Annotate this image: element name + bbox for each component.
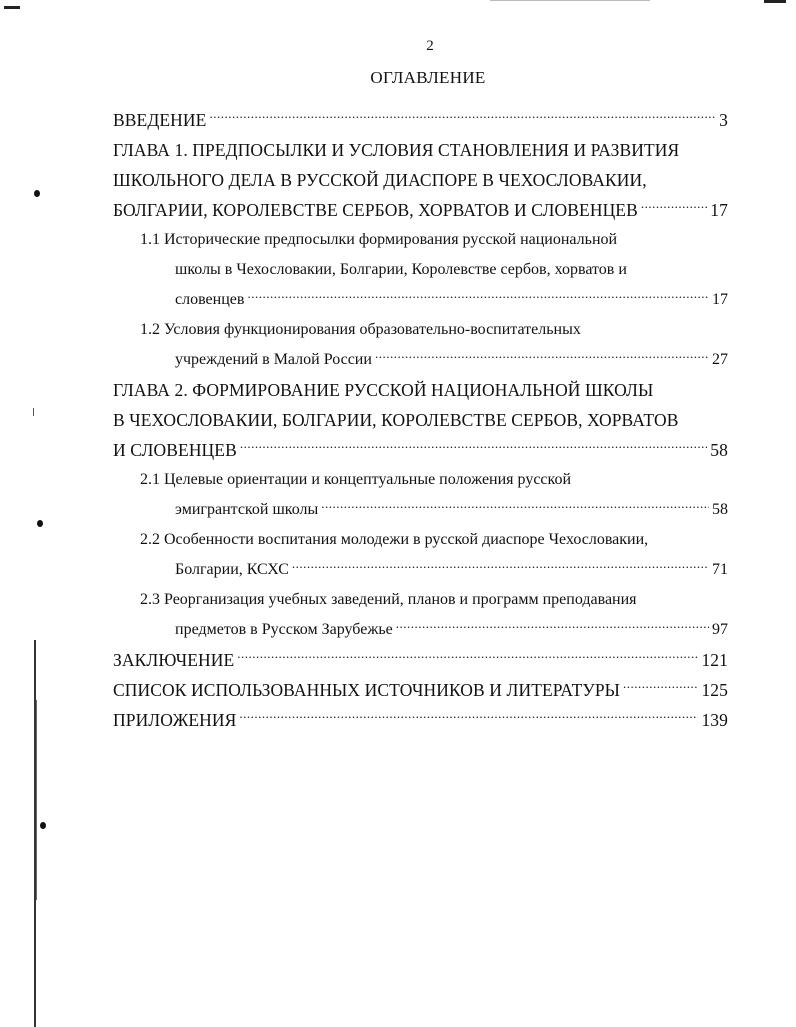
toc-entry-section-2-2[interactable] [113,525,728,585]
dot-leader [237,645,698,675]
toc-entry-text: БОЛГАРИИ, КОРОЛЕВСТВЕ СЕРБОВ, ХОРВАТОВ И СЛОВЕНЦЕВ [113,200,638,220]
toc-page-number: 139 [701,710,728,730]
toc-entry-section-2-3[interactable] [113,585,728,645]
toc-entry-section-1-1[interactable] [113,225,728,315]
toc-entry-text: ГЛАВА 1. ПРЕДПОСЫЛКИ И УСЛОВИЯ СТАНОВЛЕНИЯ И РАЗВИТИЯ [113,140,680,160]
toc-entry-text: 2.1 Целевые ориентации и концептуальные положения русской [140,471,572,488]
toc-entry-conclusion[interactable] [113,645,728,675]
scan-artifact [33,408,34,416]
dot-leader [375,345,709,375]
punch-hole-mark [34,190,40,197]
punch-hole-mark [40,822,46,829]
dot-leader [292,555,709,585]
toc-entry-intro[interactable] [113,105,728,135]
toc-page-number: 3 [719,110,728,130]
toc-page-number: 17 [710,200,728,220]
toc-entry-chapter-2[interactable] [113,375,728,465]
dot-leader [240,435,707,465]
toc-entry-text: 2.3 Реорганизация учебных заведений, планов и программ преподавания [140,591,637,608]
toc-entry-text: 1.2 Условия функционирования образовательно-воспитательных [140,321,581,338]
toc-entry-text: ГЛАВА 2. ФОРМИРОВАНИЕ РУССКОЙ НАЦИОНАЛЬНОЙ ШКОЛЫ [113,380,654,400]
toc-entry-text: учреждений в Малой России [175,351,372,368]
table-of-contents [113,105,728,735]
toc-entry-section-1-2[interactable] [113,315,728,375]
toc-page-number: 27 [712,351,728,368]
dot-leader [321,495,709,525]
dot-leader [209,105,715,135]
toc-entry-text: ЗАКЛЮЧЕНИЕ [113,650,235,670]
toc-entry-text: 2.2 Особенности воспитания молодежи в русской диаспоре Чехословакии, [140,531,649,548]
toc-entry-appendix[interactable] [113,705,728,735]
toc-page-number: 121 [701,650,728,670]
punch-hole-mark [37,520,43,527]
toc-entry-text: И СЛОВЕНЦЕВ [113,440,237,460]
scan-binding-line [36,700,37,900]
toc-page-number: 71 [712,561,728,578]
toc-entry-chapter-1[interactable] [113,135,728,225]
page-number: 2 [426,38,434,54]
toc-entry-text: ШКОЛЬНОГО ДЕЛА В РУССКОЙ ДИАСПОРЕ В ЧЕХОСЛОВАКИИ, [113,170,647,190]
dot-leader [623,675,698,705]
toc-entry-text: Болгарии, КСХС [175,561,289,578]
dot-leader [396,615,709,645]
toc-entry-text: словенцев [175,291,245,308]
toc-page-number: 97 [712,621,728,638]
toc-entry-section-2-1[interactable] [113,465,728,525]
toc-entry-text: СПИСОК ИСПОЛЬЗОВАННЫХ ИСТОЧНИКОВ И ЛИТЕРАТУРЫ [113,680,621,700]
toc-page-number: 17 [712,291,728,308]
dot-leader [239,705,698,735]
toc-entry-sources[interactable] [113,675,728,705]
scan-artifact [4,6,20,9]
toc-entry-text: ПРИЛОЖЕНИЯ [113,710,237,730]
toc-entry-text: предметов в Русском Зарубежье [175,621,393,638]
toc-entry-text: 1.1 Исторические предпосылки формирования русской национальной [140,231,618,248]
page-title: ОГЛАВЛЕНИЕ [370,68,486,87]
toc-entry-text: ВВЕДЕНИЕ [113,110,207,130]
toc-page-number: 125 [701,680,728,700]
dot-leader [641,195,707,225]
toc-page-number: 58 [712,501,728,518]
toc-entry-text: школы в Чехословакии, Болгарии, Королевстве сербов, хорватов и [175,261,627,278]
scan-artifact [490,0,650,1]
toc-page-number: 58 [710,440,728,460]
toc-entry-text: эмигрантской школы [175,501,319,518]
dot-leader [247,285,709,315]
scan-artifact [764,0,786,3]
toc-entry-text: В ЧЕХОСЛОВАКИИ, БОЛГАРИИ, КОРОЛЕВСТВЕ СЕРБОВ, ХОРВАТОВ [113,410,679,430]
